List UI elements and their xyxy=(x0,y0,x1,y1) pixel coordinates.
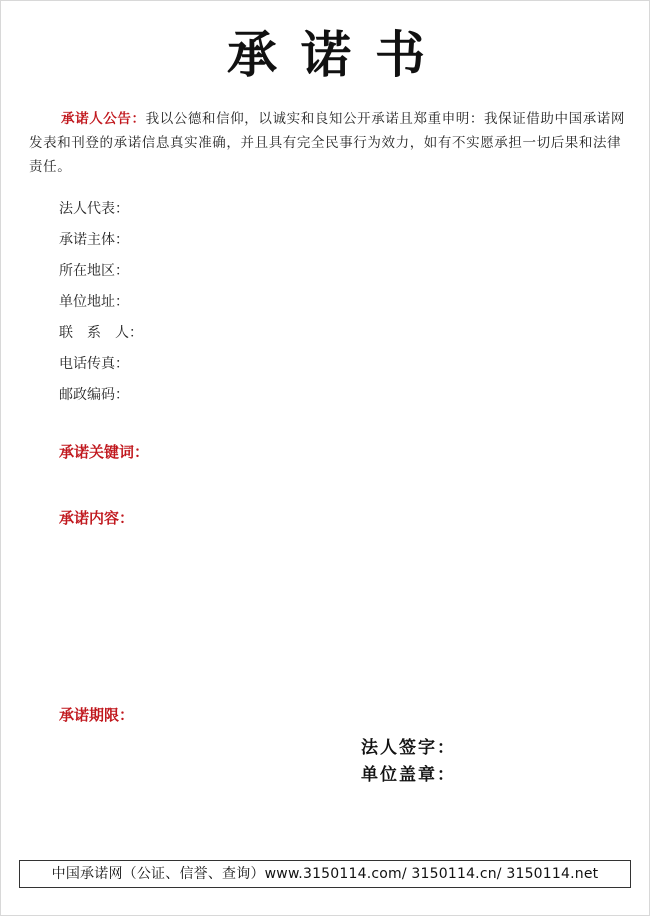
legal-signature-label: 法人签字： xyxy=(361,738,456,758)
field-postal-code: 邮政编码： xyxy=(59,387,129,403)
footer-website-bar: 中国承诺网（公证、信誉、查询）www.3150114.com/ 3150114.cn/ 3150114.net xyxy=(19,860,631,888)
section-period: 承诺期限： xyxy=(59,706,135,724)
unit-seal-label: 单位盖章： xyxy=(361,765,456,785)
field-region: 所在地区： xyxy=(59,263,129,279)
notice-paragraph xyxy=(29,107,627,179)
field-committing-entity: 承诺主体： xyxy=(59,232,129,248)
field-unit-address: 单位地址： xyxy=(59,294,129,310)
field-phone-fax: 电话传真： xyxy=(59,356,129,372)
field-legal-representative: 法人代表： xyxy=(59,201,129,217)
notice-body: 我以公德和信仰，以诚实和良知公开承诺且郑重申明：我保证借助中国承诺网发表和刊登的承诺信息真实准确，并且具有完全民事行为效力，如有不实愿承担一切后果和法律责任。 xyxy=(29,111,626,175)
notice-lead: 承诺人公告： xyxy=(61,111,146,127)
document-title: 承诺书 xyxy=(227,26,449,84)
info-fields xyxy=(59,199,143,416)
field-contact-person: 联 系 人： xyxy=(59,325,143,341)
section-keywords: 承诺关键词： xyxy=(59,443,150,461)
section-content: 承诺内容： xyxy=(59,509,135,527)
